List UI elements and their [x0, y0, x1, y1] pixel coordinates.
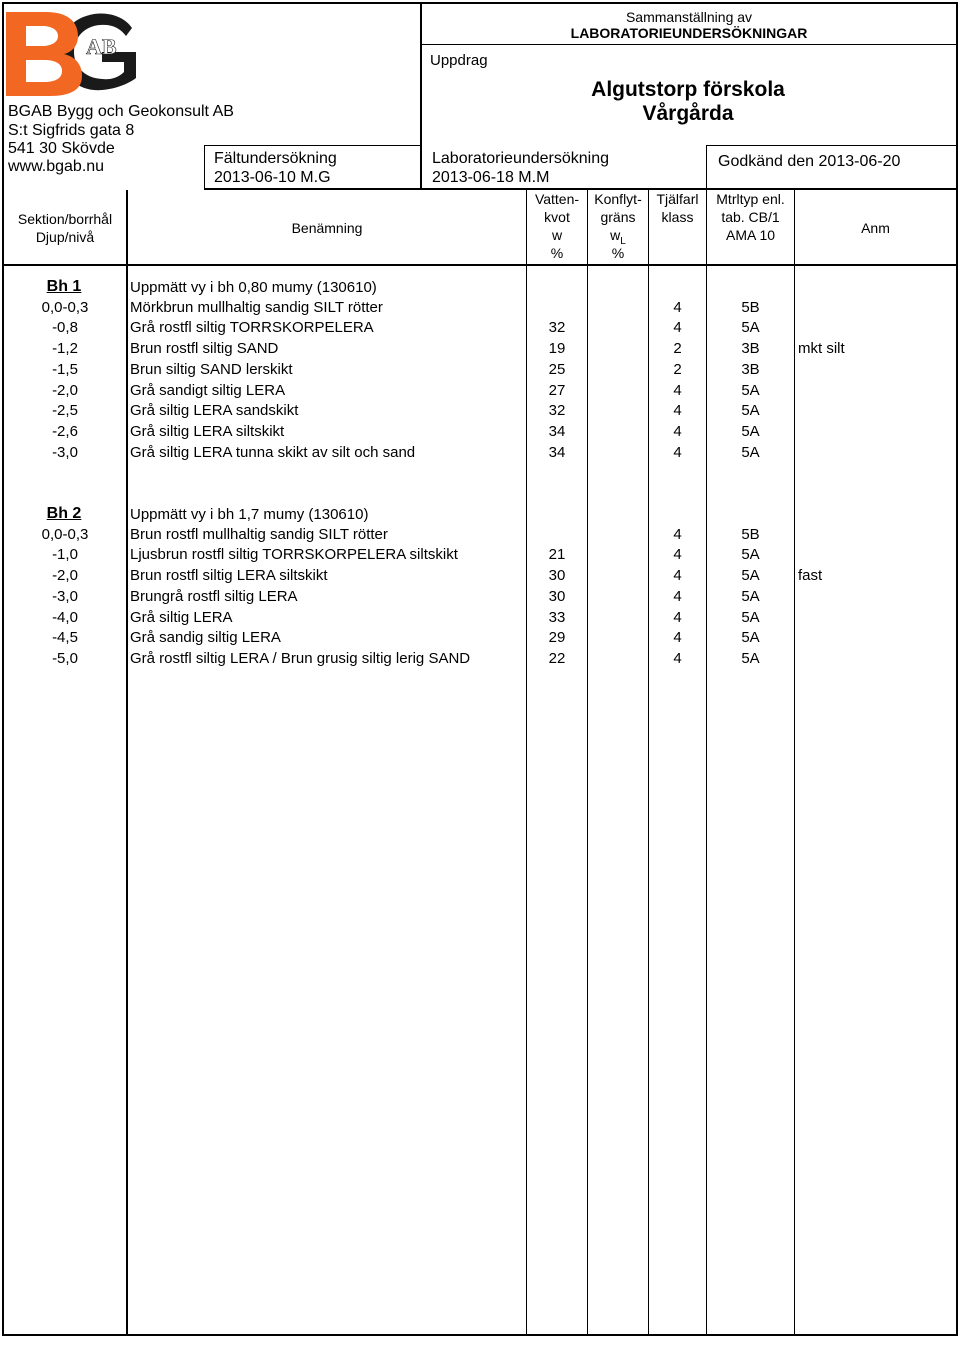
row-material-type: 5A: [741, 444, 760, 461]
row-frost-class: 4: [673, 423, 682, 440]
row-water-content: 22: [548, 650, 566, 667]
col-name: Benämning: [291, 220, 363, 236]
row-frost-class: 4: [673, 382, 682, 399]
row-material-type: 5A: [741, 588, 760, 605]
row-description: Grå rostfl siltig TORRSKORPELERA: [130, 319, 374, 336]
divider-dates-v1: [204, 145, 205, 190]
row-description: Brun rostfl siltig SAND: [130, 340, 279, 357]
borehole-caption: Uppmätt vy i bh 0,80 mumy (130610): [130, 279, 377, 296]
row-water-content: 25: [548, 361, 566, 378]
row-water-content: 30: [548, 588, 566, 605]
border-right: [956, 2, 958, 1336]
border-bottom: [2, 1334, 958, 1336]
row-material-type: 5A: [741, 423, 760, 440]
row-material-type: 5A: [741, 567, 760, 584]
row-water-content: 21: [548, 546, 566, 563]
row-depth: -3,0: [52, 444, 78, 461]
col-line-6: [794, 190, 795, 1336]
col-material: Mtrltyp enl. tab. CB/1 AMA 10: [716, 191, 785, 243]
divider-columns-bottom: [2, 264, 958, 266]
col-note: Anm: [861, 220, 890, 236]
col-section: Sektion/borrhål Djup/nivå: [17, 211, 113, 245]
company-city: 541 30 Skövde: [8, 140, 115, 157]
summary-line2: LABORATORIEUNDERSÖKNINGAR: [570, 25, 808, 41]
col-flow: Konflyt- gräns $w_L$ %: [594, 191, 642, 261]
row-material-type: 5B: [741, 526, 760, 543]
row-frost-class: 4: [673, 546, 682, 563]
divider-dates-v2: [706, 145, 707, 190]
row-frost-class: 4: [673, 650, 682, 667]
row-water-content: 33: [548, 609, 566, 626]
approved-date: Godkänd den 2013-06-20: [718, 153, 901, 170]
row-description: Grå siltig LERA siltskikt: [130, 423, 285, 440]
company-web[interactable]: www.bgab.nu: [8, 158, 105, 175]
row-description: Brun rostfl siltig LERA siltskikt: [130, 567, 328, 584]
row-frost-class: 2: [673, 340, 682, 357]
row-depth: 0,0-0,3: [41, 299, 89, 316]
row-note: mkt silt: [798, 340, 845, 357]
row-water-content: 32: [548, 402, 566, 419]
row-frost-class: 4: [673, 567, 682, 584]
project-title: Algutstorp förskola: [591, 78, 785, 101]
divider-dates-top: [204, 145, 422, 146]
row-material-type: 5A: [741, 382, 760, 399]
company-name: BGAB Bygg och Geokonsult AB: [8, 103, 234, 120]
row-description: Grå siltig LERA tunna skikt av silt och sand: [130, 444, 416, 461]
row-material-type: 5B: [741, 299, 760, 316]
row-frost-class: 4: [673, 588, 682, 605]
row-material-type: 3B: [741, 340, 760, 357]
row-frost-class: 4: [673, 299, 682, 316]
row-water-content: 32: [548, 319, 566, 336]
row-depth: -0,8: [52, 319, 78, 336]
row-water-content: 30: [548, 567, 566, 584]
row-description: Grå sandigt siltig LERA: [130, 382, 286, 399]
row-depth: -2,0: [52, 382, 78, 399]
svg-text:AB: AB: [86, 34, 117, 59]
row-description: Grå siltig LERA sandskikt: [130, 402, 299, 419]
row-material-type: 5A: [741, 609, 760, 626]
row-depth: -1,0: [52, 546, 78, 563]
row-water-content: 34: [548, 423, 566, 440]
row-frost-class: 4: [673, 319, 682, 336]
row-frost-class: 4: [673, 526, 682, 543]
project-location: Vårgårda: [642, 102, 734, 125]
row-note: fast: [798, 567, 823, 584]
row-depth: -4,5: [52, 629, 78, 646]
row-material-type: 5A: [741, 629, 760, 646]
row-description: Brungrå rostfl siltig LERA: [130, 588, 298, 605]
company-logo: [4, 6, 144, 96]
col-line-3: [587, 190, 588, 1336]
field-date: 2013-06-10 M.G: [214, 169, 331, 186]
row-water-content: 29: [548, 629, 566, 646]
row-material-type: 3B: [741, 361, 760, 378]
row-description: Brun rostfl mullhaltig sandig SILT rötter: [130, 526, 388, 543]
row-frost-class: 4: [673, 629, 682, 646]
field-label: Fältundersökning: [214, 150, 337, 167]
borehole-id: Bh 2: [46, 505, 82, 522]
uppdrag-label: Uppdrag: [430, 52, 488, 69]
row-depth: -3,0: [52, 588, 78, 605]
row-material-type: 5A: [741, 650, 760, 667]
row-water-content: 19: [548, 340, 566, 357]
row-material-type: 5A: [741, 319, 760, 336]
lab-date: 2013-06-18 M.M: [432, 169, 550, 186]
col-water: Vatten- kvot w %: [534, 191, 580, 261]
col-frost: Tjälfarl klass: [656, 191, 699, 225]
row-material-type: 5A: [741, 546, 760, 563]
row-frost-class: 4: [673, 609, 682, 626]
divider-dates-top-right: [706, 145, 958, 146]
row-depth: -5,0: [52, 650, 78, 667]
row-frost-class: 2: [673, 361, 682, 378]
row-description: Brun siltig SAND lerskikt: [130, 361, 293, 378]
row-frost-class: 4: [673, 402, 682, 419]
row-frost-class: 4: [673, 444, 682, 461]
row-depth: -4,0: [52, 609, 78, 626]
row-water-content: 34: [548, 444, 566, 461]
row-depth: -2,0: [52, 567, 78, 584]
row-description: Grå siltig LERA: [130, 609, 233, 626]
col-line-1: [126, 190, 128, 1336]
row-description: Grå rostfl siltig LERA / Brun grusig siltig lerig SAND: [130, 650, 471, 667]
row-depth: 0,0-0,3: [41, 526, 89, 543]
row-depth: -2,5: [52, 402, 78, 419]
row-depth: -2,6: [52, 423, 78, 440]
row-description: Grå sandig siltig LERA: [130, 629, 281, 646]
lab-label: Laboratorieundersökning: [432, 150, 610, 167]
row-description: Ljusbrun rostfl siltig TORRSKORPELERA siltskikt: [130, 546, 458, 563]
borehole-id: Bh 1: [46, 278, 82, 295]
company-street: S:t Sigfrids gata 8: [8, 122, 135, 139]
row-material-type: 5A: [741, 402, 760, 419]
row-depth: -1,2: [52, 340, 78, 357]
row-water-content: 27: [548, 382, 566, 399]
row-depth: -1,5: [52, 361, 78, 378]
borehole-caption: Uppmätt vy i bh 1,7 mumy (130610): [130, 506, 369, 523]
border-top: [2, 2, 958, 4]
border-left: [2, 2, 4, 1336]
divider-summary: [420, 44, 958, 45]
row-description: Mörkbrun mullhaltig sandig SILT rötter: [130, 299, 383, 316]
summary-line1: Sammanställning av: [625, 9, 753, 25]
